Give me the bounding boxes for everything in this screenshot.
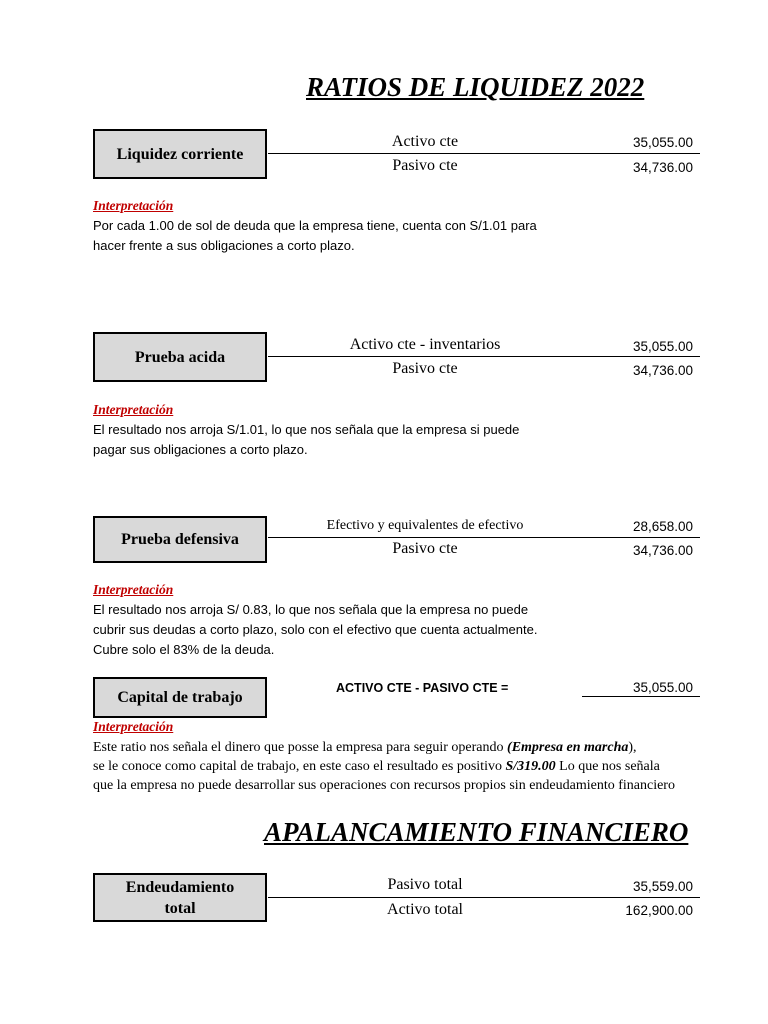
denominator-value: 34,736.00 — [632, 543, 693, 558]
ratio-name-line: Endeudamiento — [125, 878, 235, 896]
ratio-box-prueba-acida: Prueba acida — [93, 332, 267, 382]
numerator-label: Efectivo y equivalentes de efectivo — [326, 518, 524, 533]
interpretation-line: Por cada 1.00 de sol de deuda que la empresa tiene, cuenta con S/1.01 para — [93, 218, 537, 233]
ratio-name-line: total — [164, 899, 196, 917]
denominator-label: Pasivo cte — [392, 157, 458, 174]
interpretation-text — [93, 738, 702, 795]
ratio-box-capital-trabajo: Capital de trabajo — [93, 677, 267, 718]
denominator-value: 34,736.00 — [632, 363, 693, 378]
interpretation-line: que la empresa no puede desarrollar sus operaciones con recursos propios sin endeudamiento financiero — [93, 778, 675, 793]
numerator-value: 28,658.00 — [632, 519, 693, 534]
interpretation-line: El resultado nos arroja S/1.01, lo que nos señala que la empresa si puede — [93, 422, 520, 437]
interpretation-line: se le conoce como capital de trabajo, en este caso el resultado es positivo S/319.00 Lo que nos señala — [93, 759, 660, 774]
numerator-label: Pasivo total — [387, 876, 463, 893]
section-title-apalancamiento: APALANCAMIENTO FINANCIERO — [264, 817, 689, 847]
interpretation-text — [93, 216, 537, 256]
interpretation-line: pagar sus obligaciones a corto plazo. — [93, 442, 308, 457]
denominator-label: Pasivo cte — [392, 360, 458, 377]
denominator-value: 34,736.00 — [632, 160, 693, 175]
fraction-line — [268, 356, 700, 357]
fraction-line — [268, 153, 700, 154]
denominator-value: 162,900.00 — [625, 903, 693, 918]
ratio-box-endeudamiento-total — [93, 873, 267, 922]
section-title-liquidez: RATIOS DE LIQUIDEZ 2022 — [306, 72, 645, 102]
interpretation-line: cubrir sus deudas a corto plazo, solo con el efectivo que cuenta actualmente. — [93, 622, 538, 637]
numerator-value: 35,055.00 — [632, 135, 693, 150]
interpretation-text — [93, 600, 537, 660]
interpretation-heading: Interpretación — [93, 582, 174, 597]
fraction-line — [268, 897, 700, 898]
interpretation-line: hacer frente a sus obligaciones a corto plazo. — [93, 238, 355, 253]
capital-value: 35,055.00 — [632, 680, 693, 695]
interpretation-text — [93, 420, 519, 460]
numerator-label: Activo cte — [391, 133, 459, 150]
interpretation-heading: Interpretación — [93, 719, 174, 734]
numerator-label: Activo cte - inventarios — [349, 336, 501, 353]
numerator-value: 35,559.00 — [632, 879, 693, 894]
capital-formula: ACTIVO CTE - PASIVO CTE = — [336, 681, 509, 695]
value-underline — [582, 696, 700, 697]
interpretation-heading: Interpretación — [93, 402, 174, 417]
fraction-line — [268, 537, 700, 538]
interpretation-line: Cubre solo el 83% de la deuda. — [93, 642, 275, 657]
denominator-label: Activo total — [387, 901, 463, 918]
numerator-value: 35,055.00 — [632, 339, 693, 354]
ratio-box-prueba-defensiva: Prueba defensiva — [93, 516, 267, 563]
interpretation-line: Este ratio nos señala el dinero que posse la empresa para seguir operando (Empresa en marcha), — [93, 740, 637, 755]
denominator-label: Pasivo cte — [392, 540, 458, 557]
interpretation-heading: Interpretación — [93, 198, 174, 213]
ratio-box-liquidez-corriente: Liquidez corriente — [93, 129, 267, 179]
interpretation-line: El resultado nos arroja S/ 0.83, lo que nos señala que la empresa no puede — [93, 602, 529, 617]
